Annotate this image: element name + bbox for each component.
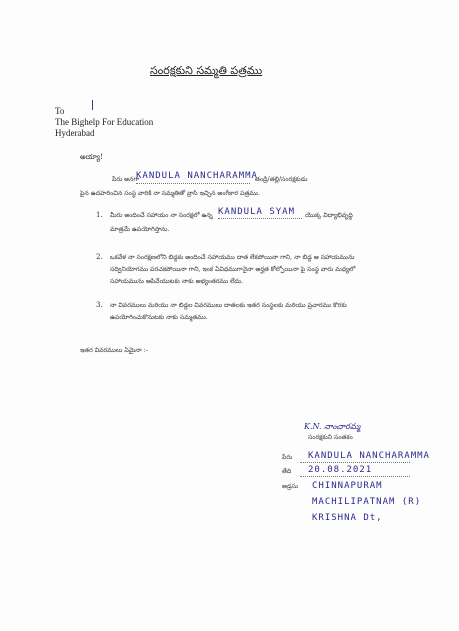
address-line-2: MACHILIPATNAM (R) [312,497,422,507]
intro-line2: పైన ఉదహరించిన సంస్థ వారికి నా సమ్మతితో వ్రాసి ఇచ్చిన అంగీకార పత్రము. [80,190,260,197]
page-title: సంరక్షకుని సమ్మతి పత్రము [150,64,263,77]
name-value: KANDULA NANCHARAMMA [308,451,430,461]
item-2-number: 2. [96,253,103,261]
item-1-line1a: మీరు అందించే సహాయం నా సంరక్షలో ఉన్న [110,212,213,219]
item-2-line2: సద్వినియోగము పరచకపోయినా గాని, ఇంక ఏవిధముగానైనా అర్హత కోల్పోయినా పై సంస్థ వారు మధ్యలో [110,266,356,273]
address-block [55,106,153,139]
intro-prefix: పేరు అనగా [112,176,140,183]
item-1-number: 1. [96,211,103,219]
date-value: 20.08.2021 [308,465,373,475]
item-2-line3: సహాయమును ఆపివేయుటకు నాకు అభ్యంతరము లేదు. [110,278,243,285]
signature-label: సంరక్షకుని సంతకం [308,434,353,441]
item-3-line2: ఉపయోగించుకొనుటకు నాకు సమ్మతము. [110,314,208,321]
name-label: పేరు [282,454,293,461]
item-3-number: 3. [96,301,103,309]
intro-name-line [136,183,250,184]
intro-name: KANDULA NANCHARAMMA [136,171,258,181]
address-line-1: CHINNAPURAM [312,481,383,491]
date-label: తేది [282,468,292,475]
guardian-signature: K.N. నాంచారమ్మ [304,422,361,431]
item-1-line1b: యొక్క విద్యాభివృద్ధి [305,212,353,219]
date-line [300,476,410,477]
address-to: To [55,106,65,116]
other-details: ఇతర వివరములు ఏమైనా :- [80,347,148,354]
item-1-name: KANDULA SYAM [218,207,296,217]
address-label: అడ్రసు [282,483,299,490]
item-3-line1: నా వివరములు మరియు నా బిడ్డల వివరములు దాతలకు ఇతర సంస్థలకు మరియు ప్రచారము కొరకు [110,302,347,309]
item-1-line2: మాత్రమే ఉపయోగిస్తాను. [110,226,170,233]
item-2-line1: ఒకవేళ నా సంరక్షణలోని బిడ్డకు అందించే సహాయము దాత లేకపోయినా గాని, నా బిడ్డ ఆ సహాయమును [110,254,355,261]
name-line [300,462,410,463]
intro-suffix: తండ్రి/తల్లి/సంరక్షకుడు [255,176,308,183]
salutation: అయ్యా! [80,153,103,161]
address-line-3: KRISHNA Dt, [312,513,383,523]
item-1-name-line [218,218,302,219]
address-city: Hyderabad [55,128,95,138]
address-org: The Bighelp For Education [55,117,154,127]
